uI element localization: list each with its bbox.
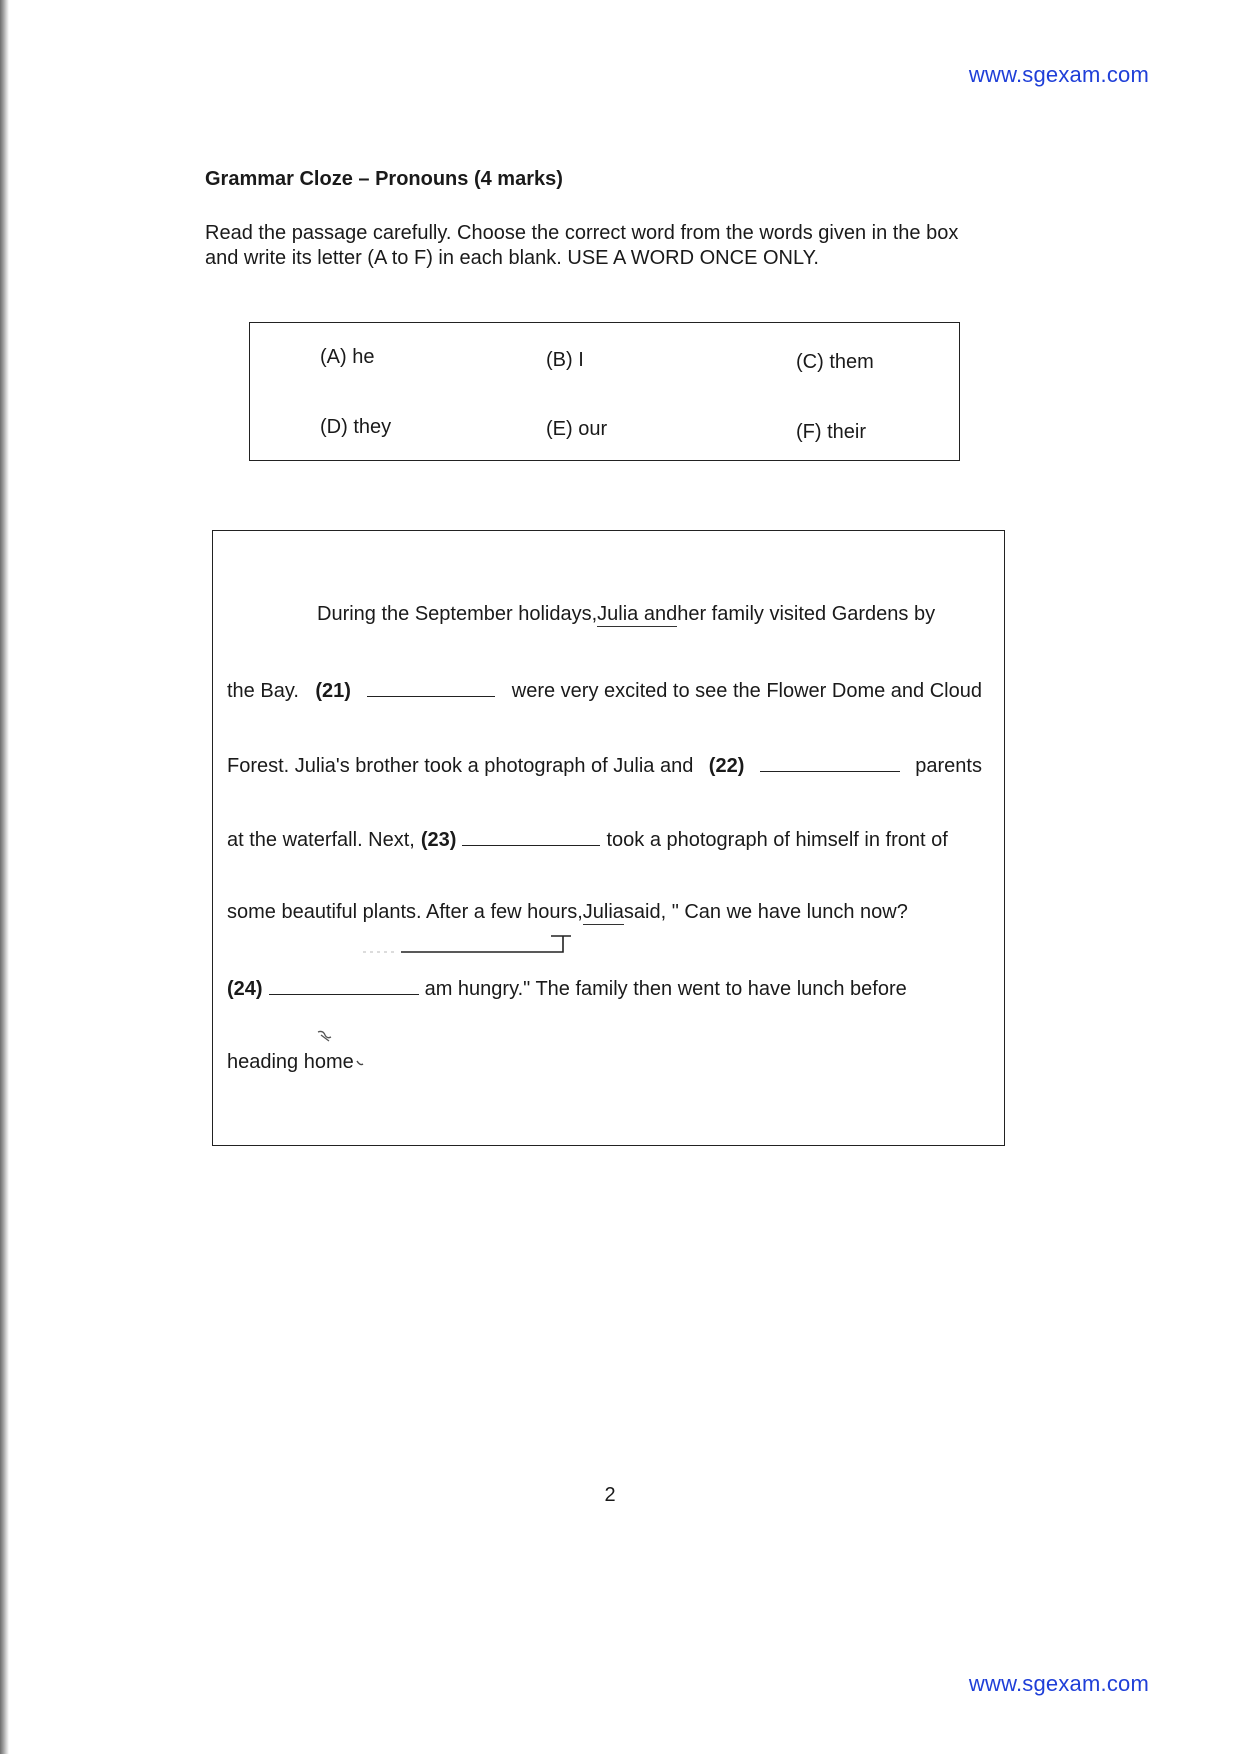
instructions — [205, 221, 1035, 271]
answer-blank-22[interactable] — [760, 753, 900, 772]
passage-text: took a photograph of himself in front of — [606, 829, 948, 851]
option-b: (B) I — [546, 349, 584, 371]
answer-blank-21[interactable] — [367, 678, 495, 697]
hand-drawn-arrow-mark — [363, 929, 583, 959]
passage-text: at the waterfall. Next, — [227, 829, 415, 851]
passage-line-2 — [227, 678, 982, 703]
option-c: (C) them — [796, 351, 874, 373]
question-number-23: (23) — [420, 829, 457, 851]
passage-line-6 — [227, 976, 982, 1001]
instruction-line-2: and write its letter (A to F) in each blank. USE A WORD ONCE ONLY. — [205, 247, 819, 269]
passage-text: some beautiful plants. After a few hours, — [227, 901, 583, 923]
question-number-21: (21) — [315, 680, 351, 702]
page-number: 2 — [604, 1484, 616, 1506]
ink-smudge-mark — [315, 1029, 335, 1045]
passage-box — [212, 530, 1005, 1146]
passage-line-5 — [227, 901, 982, 925]
passage-line-3 — [227, 753, 982, 778]
passage-text: Forest. Julia's brother took a photograph of Julia and — [227, 755, 694, 777]
word-bank-box — [249, 322, 960, 461]
section-title: Grammar Cloze – Pronouns (4 marks) — [205, 168, 563, 190]
footer-url[interactable]: www.sgexam.com — [968, 1671, 1149, 1696]
answer-blank-24[interactable] — [269, 976, 419, 995]
option-d: (D) they — [320, 416, 392, 438]
passage-text: said, " Can we have lunch now? — [623, 901, 908, 923]
instruction-line-1: Read the passage carefully. Choose the correct word from the words given in the box — [205, 222, 959, 244]
passage-text: heading home — [227, 1051, 354, 1073]
option-a: (A) he — [320, 346, 375, 368]
question-number-22: (22) — [708, 755, 745, 777]
option-e: (E) our — [546, 418, 608, 440]
underlined-julia: Julia — [582, 901, 624, 923]
passage-text: her family visited Gardens by — [677, 603, 936, 625]
header-url[interactable]: www.sgexam.com — [968, 62, 1149, 87]
passage-text: am hungry." The family then went to have lunch before — [424, 978, 907, 1000]
passage-text: parents — [915, 755, 982, 777]
ink-dot-mark — [355, 1058, 365, 1068]
passage-line-1 — [317, 603, 982, 627]
passage-text: During the September holidays, — [317, 603, 598, 625]
answer-blank-23[interactable] — [462, 827, 600, 846]
passage-line-7 — [227, 1051, 982, 1074]
passage-line-4 — [227, 827, 982, 852]
underlined-julia-and: Julia and — [597, 603, 678, 625]
question-number-24: (24) — [227, 978, 263, 1000]
option-f: (F) their — [796, 421, 866, 443]
passage-text: were very excited to see the Flower Dome and Cloud — [511, 680, 982, 702]
passage-text: the Bay. — [227, 680, 299, 702]
